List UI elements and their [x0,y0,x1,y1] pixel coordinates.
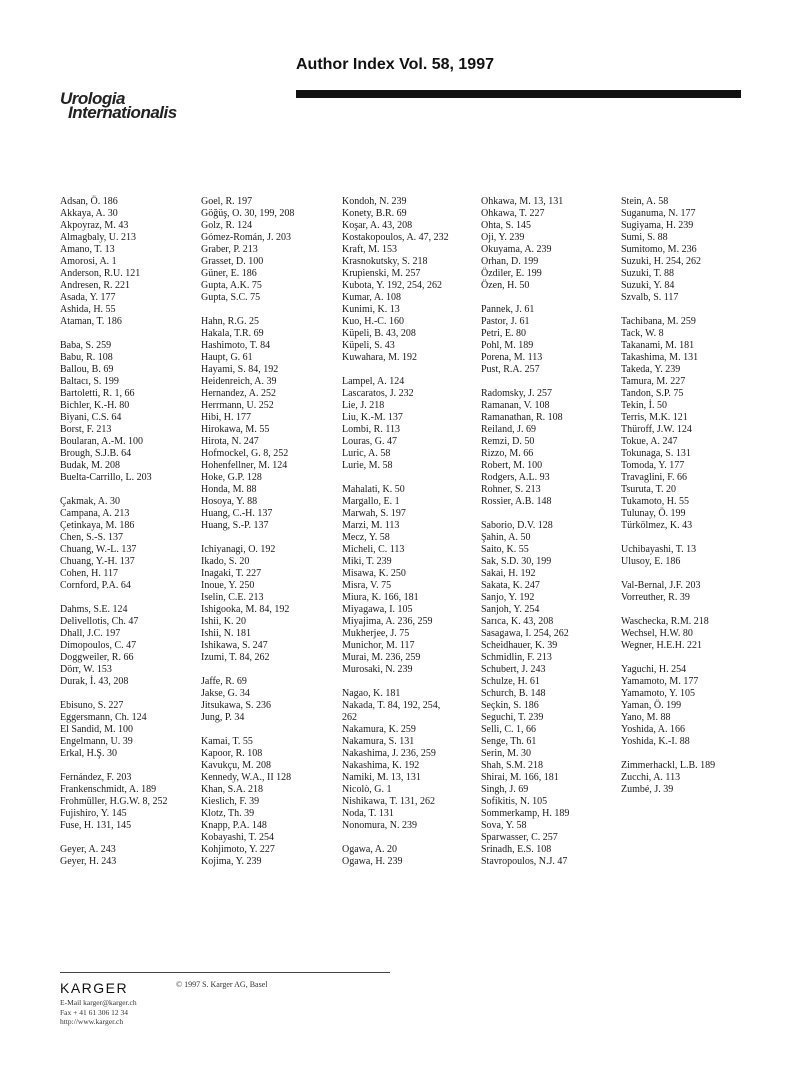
index-entry: Campana, A. 213 [60,508,130,519]
index-entry: Küpeli, S. 43 [342,340,395,351]
index-entry: Orhan, D. 199 [481,256,539,267]
index-entry: Ogawa, A. 20 [342,844,397,855]
index-entry: Sanjo, Y. 192 [481,592,535,603]
index-entry: Herrmann, U. 252 [201,400,274,411]
index-entry: Sumitomo, M. 236 [621,244,697,255]
index-entry: Erkal, H.Ş. 30 [60,748,117,759]
index-entry: Munichor, M. 117 [342,640,415,651]
index-entry: Takanami, M. 181 [621,340,695,351]
index-entry: Hohenfellner, M. 124 [201,460,288,471]
index-entry: Kraft, M. 153 [342,244,397,255]
index-entry: Sommerkamp, H. 189 [481,808,570,819]
index-entry: Doggweiler, R. 66 [60,652,134,663]
index-entry: Kuwahara, M. 192 [342,352,417,363]
index-entry: Sakai, H. 192 [481,568,536,579]
index-entry: Vorreuther, R. 39 [621,592,690,603]
index-column-1 [60,196,200,868]
index-entry: Zucchi, A. 113 [621,772,681,783]
index-entry: Özdiler, E. 199 [481,268,542,279]
index-column-3 [342,196,482,868]
index-entry: Gupta, S.C. 75 [201,292,261,303]
index-entry: Miki, T. 239 [342,556,392,567]
index-entry: Tamura, M. 227 [621,376,686,387]
index-entry: Engelmann, U. 39 [60,736,133,747]
index-entry: Krupienski, M. 257 [342,268,421,279]
publisher-contact [60,998,137,1027]
index-entry: Jakse, G. 34 [201,688,250,699]
index-entry: Tulunay, Ö. 199 [621,508,686,519]
index-entry: Grasset, D. 100 [201,256,264,267]
index-entry: Graber, P. 213 [201,244,258,255]
contact-fax: Fax + 41 61 306 12 34 [60,1007,128,1017]
index-entry: Kavukçu, M. 208 [201,760,271,771]
index-entry: Senge, Th. 61 [481,736,537,747]
index-entry: Val-Bernal, J.F. 203 [621,580,701,591]
index-entry: Boularan, A.-M. 100 [60,436,144,447]
index-entry: Singh, J. 69 [481,784,529,795]
journal-logo-line1: Urologia [60,89,125,108]
index-spacer [481,376,621,388]
index-entry: Lampel, A. 124 [342,376,405,387]
index-entry: Honda, M. 88 [201,484,257,495]
index-entry: Asada, Y. 177 [60,292,116,303]
index-entry: Ohkawa, M. 13, 131 [481,196,564,207]
index-entry: Golz, R. 124 [201,220,253,231]
index-entry: Tsuruta, T. 20 [621,484,677,495]
index-entry: El Sandid, M. 100 [60,724,134,735]
index-entry: Mukherjee, J. 75 [342,628,410,639]
index-entry: Nakashima, K. 192 [342,760,420,771]
header-rule [296,90,741,98]
index-entry: Çetinkaya, M. 186 [60,520,135,531]
index-entry: Srinadh, E.S. 108 [481,844,552,855]
index-entry: Stavropoulos, N.J. 47 [481,856,568,867]
index-entry: Hofmockel, G. 8, 252 [201,448,289,459]
index-entry: Pust, R.A. 257 [481,364,540,375]
index-spacer [60,832,200,844]
index-entry: Tukamoto, H. 55 [621,496,689,507]
index-entry: Sak, S.D. 30, 199 [481,556,552,567]
index-entry: Nakamura, S. 131 [342,736,415,747]
author-index-columns [60,196,750,896]
index-entry: Sumi, S. 88 [621,232,668,243]
index-entry: Suzuki, H. 254, 262 [621,256,701,267]
index-entry: Bichler, K.-H. 80 [60,400,130,411]
index-entry: Nakamura, K. 259 [342,724,416,735]
index-entry: Anderson, R.U. 121 [60,268,141,279]
index-entry: Marwah, S. 197 [342,508,406,519]
index-entry: Nonomura, N. 239 [342,820,417,831]
index-entry: Suzuki, Y. 84 [621,280,675,291]
index-entry: Buelta-Carrillo, L. 203 [60,472,152,483]
index-entry: Kumar, A. 108 [342,292,402,303]
index-entry: Pannek, J. 61 [481,304,535,315]
index-entry: Schulze, H. 61 [481,676,540,687]
index-entry: Lie, J. 218 [342,400,385,411]
index-spacer [342,472,482,484]
index-entry: Uchibayashi, T. 13 [621,544,697,555]
index-spacer [342,832,482,844]
index-entry: Konety, B.R. 69 [342,208,407,219]
index-entry: Kojima, Y. 239 [201,856,262,867]
index-entry: Nakashima, J. 236, 259 [342,748,436,759]
index-entry: Güner, E. 186 [201,268,257,279]
index-entry: Hahn, R.G. 25 [201,316,260,327]
index-entry: Hibi, H. 177 [201,412,251,423]
index-entry: Jitsukawa, S. 236 [201,700,271,711]
index-entry: Ikado, S. 20 [201,556,250,567]
index-spacer [481,292,621,304]
index-entry: Mecz, Y. 58 [342,532,390,543]
index-entry: Akpoyraz, M. 43 [60,220,129,231]
index-entry: Hoke, G.P. 128 [201,472,262,483]
index-entry: Misra, V. 75 [342,580,392,591]
index-entry: 262 [342,712,357,723]
index-entry: Yoshida, A. 166 [621,724,685,735]
index-column-2 [201,196,341,868]
index-entry: Gupta, A.K. 75 [201,280,262,291]
index-entry: Dahms, S.E. 124 [60,604,128,615]
copyright-notice: © 1997 S. Karger AG, Basel [176,980,268,989]
index-entry: Bartoletti, R. 1, 66 [60,388,135,399]
index-entry: Ohkawa, T. 227 [481,208,545,219]
index-entry: Ulusoy, E. 186 [621,556,681,567]
index-entry: Lascaratos, J. 232 [342,388,414,399]
index-entry: Dörr, W. 153 [60,664,112,675]
index-entry: Saborio, D.V. 128 [481,520,553,531]
index-entry: Miyajima, A. 236, 259 [342,616,433,627]
index-entry: Okuyama, A. 239 [481,244,552,255]
index-entry: Saito, K. 55 [481,544,529,555]
index-spacer [60,760,200,772]
index-spacer [60,328,200,340]
index-entry: Frohmüller, H.G.W. 8, 252 [60,796,168,807]
index-entry: Huang, S.-P. 137 [201,520,269,531]
index-entry: Murai, M. 236, 259 [342,652,421,663]
index-entry: Ishikawa, S. 247 [201,640,268,651]
index-entry: Klotz, Th. 39 [201,808,255,819]
index-spacer [621,604,761,616]
index-entry: Remzi, D. 50 [481,436,535,447]
index-entry: Frankenschmidt, A. 189 [60,784,157,795]
index-entry: Inoue, Y. 250 [201,580,255,591]
index-entry: Durak, İ. 43, 208 [60,676,129,687]
index-entry: Fuse, H. 131, 145 [60,820,132,831]
index-entry: Şahin, A. 50 [481,532,531,543]
index-entry: Takashima, M. 131 [621,352,699,363]
index-entry: Eggersmann, Ch. 124 [60,712,147,723]
index-entry: Cohen, H. 117 [60,568,118,579]
index-spacer [60,592,200,604]
index-entry: Türkölmez, K. 43 [621,520,693,531]
index-entry: Szvalb, S. 117 [621,292,679,303]
index-spacer [621,652,761,664]
index-entry: Hirokawa, M. 55 [201,424,270,435]
index-entry: Robert, M. 100 [481,460,543,471]
index-entry: Özen, H. 50 [481,280,530,291]
index-entry: Lurie, M. 58 [342,460,393,471]
index-entry: Dhall, J.C. 197 [60,628,121,639]
index-entry: Tekin, İ. 50 [621,400,667,411]
index-entry: Stein, A. 58 [621,196,669,207]
index-entry: Fernández, F. 203 [60,772,132,783]
index-entry: Nagao, K. 181 [342,688,401,699]
index-entry: Shirai, M. 166, 181 [481,772,559,783]
contact-email: E-Mail karger@karger.ch [60,998,137,1007]
index-entry: Sakata, K. 247 [481,580,540,591]
index-entry: Kostakopoulos, A. 47, 232 [342,232,449,243]
index-entry: Sparwasser, C. 257 [481,832,558,843]
index-entry: Göğüş, O. 30, 199, 208 [201,208,295,219]
index-entry: Tokunaga, S. 131 [621,448,691,459]
index-column-4 [481,196,621,868]
index-entry: Ohta, S. 145 [481,220,531,231]
index-entry: Rossier, A.B. 148 [481,496,552,507]
index-entry: Shah, S.M. 218 [481,760,543,771]
index-entry: Pastor, J. 61 [481,316,530,327]
index-entry: Sugiyama, H. 239 [621,220,694,231]
index-entry: Schubert, J. 243 [481,664,546,675]
index-entry: Tomoda, Y. 177 [621,460,685,471]
index-entry: Hirota, N. 247 [201,436,259,447]
index-entry: Goel, R. 197 [201,196,253,207]
index-entry: Haupt, G. 61 [201,352,253,363]
index-entry: Suzuki, T. 88 [621,268,674,279]
index-entry: Gómez-Román, J. 203 [201,232,291,243]
index-entry: Hayami, S. 84, 192 [201,364,279,375]
index-entry: Pohl, M. 189 [481,340,534,351]
index-spacer [60,484,200,496]
index-entry: Ramanan, V. 108 [481,400,550,411]
index-entry: Çakmak, A. 30 [60,496,120,507]
index-entry: Almagbaly, U. 213 [60,232,137,243]
index-entry: Yano, M. 88 [621,712,671,723]
index-entry: Knapp, P.A. 148 [201,820,267,831]
index-entry: Seçkin, S. 186 [481,700,539,711]
index-entry: Brough, S.J.B. 64 [60,448,132,459]
index-entry: Nakada, T. 84, 192, 254, [342,700,441,711]
index-entry: Murosaki, N. 239 [342,664,413,675]
index-spacer [201,664,341,676]
index-entry: Amano, T. 13 [60,244,115,255]
index-entry: Sasagawa, I. 254, 262 [481,628,569,639]
index-entry: Chuang, Y.-H. 137 [60,556,135,567]
index-entry: Amorosi, A. 1 [60,256,117,267]
publisher-logo: KARGER [60,980,129,996]
index-spacer [201,304,341,316]
index-entry: Sofikitis, N. 105 [481,796,548,807]
index-entry: Tokue, A. 247 [621,436,678,447]
index-spacer [621,532,761,544]
index-entry: Geyer, A. 243 [60,844,116,855]
footer-rule [60,972,390,973]
index-entry: Tandon, S.P. 75 [621,388,684,399]
index-entry: Küpeli, B. 43, 208 [342,328,416,339]
index-entry: Koşar, A. 43, 208 [342,220,413,231]
index-entry: Margallo, E. 1 [342,496,400,507]
index-entry: Cornford, P.A. 64 [60,580,131,591]
index-entry: Petri, E. 80 [481,328,526,339]
index-entry: Ataman, T. 186 [60,316,122,327]
index-entry: Noda, T. 131 [342,808,394,819]
index-entry: Budak, M. 208 [60,460,120,471]
index-entry: Delivellotis, Ch. 47 [60,616,139,627]
index-entry: Rohner, S. 213 [481,484,541,495]
index-spacer [60,688,200,700]
index-entry: Kuo, H.-C. 160 [342,316,404,327]
index-entry: Zumbé, J. 39 [621,784,674,795]
index-entry: Yoshida, K.-I. 88 [621,736,690,747]
index-entry: Ishii, N. 181 [201,628,251,639]
index-entry: Babu, R. 108 [60,352,113,363]
page-title: Author Index Vol. 58, 1997 [296,56,494,73]
index-entry: Yaman, Ö. 199 [621,700,682,711]
index-entry: Ishigooka, M. 84, 192 [201,604,290,615]
index-entry: Seguchi, T. 239 [481,712,544,723]
index-spacer [621,304,761,316]
journal-logo [60,89,177,122]
index-entry: Akkaya, A. 30 [60,208,118,219]
index-entry: Krasnokutsky, S. 218 [342,256,428,267]
index-spacer [342,676,482,688]
index-entry: Schmidlin, F. 213 [481,652,552,663]
index-entry: Mahalati, K. 50 [342,484,405,495]
index-entry: Schurch, B. 148 [481,688,546,699]
index-entry: Izumi, T. 84, 262 [201,652,270,663]
index-entry: Sarıca, K. 43, 208 [481,616,554,627]
index-entry: Yaguchi, H. 254 [621,664,687,675]
index-entry: Dimopoulos, C. 47 [60,640,137,651]
index-entry: Geyer, H. 243 [60,856,117,867]
index-entry: Ebisuno, S. 227 [60,700,124,711]
index-entry: Namiki, M. 13, 131 [342,772,421,783]
index-entry: Yamamoto, Y. 105 [621,688,695,699]
index-entry: Kubota, Y. 192, 254, 262 [342,280,442,291]
index-spacer [621,568,761,580]
journal-logo-line2: Internationalis [68,103,177,122]
index-entry: Baba, S. 259 [60,340,112,351]
index-entry: Adsan, Ö. 186 [60,196,118,207]
index-entry: Borst, F. 213 [60,424,112,435]
index-entry: Radomsky, J. 257 [481,388,553,399]
index-entry: Hosoya, Y. 88 [201,496,258,507]
index-entry: Oji, Y. 239 [481,232,525,243]
index-entry: Micheli, C. 113 [342,544,405,555]
index-entry: Kapoor, R. 108 [201,748,263,759]
index-entry: Scheidhauer, K. 39 [481,640,558,651]
index-entry: Iselin, C.E. 213 [201,592,264,603]
index-entry: Khan, S.A. 218 [201,784,263,795]
index-entry: Rodgers, A.L. 93 [481,472,550,483]
index-entry: Kunimi, K. 13 [342,304,400,315]
index-entry: Miura, K. 166, 181 [342,592,419,603]
index-spacer [621,748,761,760]
index-entry: Ichiyanagi, O. 192 [201,544,276,555]
index-spacer [342,364,482,376]
index-entry: Kobayashi, T. 254 [201,832,274,843]
index-entry: Ballou, B. 69 [60,364,114,375]
index-entry: Zimmerhackl, L.B. 189 [621,760,716,771]
index-entry: Misawa, K. 250 [342,568,406,579]
index-entry: Suganuma, N. 177 [621,208,696,219]
index-entry: Sanjoh, Y. 254 [481,604,540,615]
index-entry: Selli, C. 1, 66 [481,724,537,735]
index-entry: Andresen, R. 221 [60,280,130,291]
contact-web: http://www.karger.ch [60,1017,124,1026]
index-entry: Wechsel, H.W. 80 [621,628,693,639]
index-entry: Nicolò, G. 1 [342,784,392,795]
index-entry: Hernandez, A. 252 [201,388,276,399]
index-entry: Huang, C.-H. 137 [201,508,273,519]
index-entry: Miyagawa, I. 105 [342,604,413,615]
index-entry: Reiland, J. 69 [481,424,536,435]
index-entry: Ramanathan, R. 108 [481,412,563,423]
index-entry: Kieslich, F. 39 [201,796,260,807]
index-entry: Ashida, H. 55 [60,304,116,315]
index-entry: Thüroff, J.W. 124 [621,424,692,435]
index-entry: Biyani, C.S. 64 [60,412,122,423]
index-spacer [481,508,621,520]
index-entry: Travaglini, F. 66 [621,472,688,483]
index-entry: Lombi, R. 113 [342,424,400,435]
index-entry: Wegner, H.E.H. 221 [621,640,702,651]
index-entry: Hashimoto, T. 84 [201,340,271,351]
index-entry: Rizzo, M. 66 [481,448,534,459]
index-entry: Heidenreich, A. 39 [201,376,277,387]
index-entry: Terris, M.K. 121 [621,412,688,423]
index-entry: Takeda, Y. 239 [621,364,681,375]
index-entry: Yamamoto, M. 177 [621,676,699,687]
index-spacer [201,532,341,544]
index-entry: Porena, M. 113 [481,352,543,363]
index-entry: Kamai, T. 55 [201,736,253,747]
index-entry: Jung, P. 34 [201,712,245,723]
index-entry: Liu, K.-M. 137 [342,412,403,423]
index-entry: Kennedy, W.A., II 128 [201,772,292,783]
index-entry: Chuang, W.-L. 137 [60,544,137,555]
index-entry: Ogawa, H. 239 [342,856,403,867]
index-column-5 [621,196,761,796]
index-entry: Jaffe, R. 69 [201,676,247,687]
index-entry: Chen, S.-S. 137 [60,532,124,543]
index-entry: Tack, W. 8 [621,328,664,339]
index-entry: Louras, G. 47 [342,436,397,447]
index-entry: Baltacı, S. 199 [60,376,119,387]
index-entry: Nishikawa, T. 131, 262 [342,796,435,807]
index-entry: Sova, Y. 58 [481,820,527,831]
index-entry: Kondoh, N. 239 [342,196,407,207]
index-entry: Luric, A. 58 [342,448,391,459]
index-spacer [201,724,341,736]
index-entry: Tachibana, M. 259 [621,316,696,327]
index-entry: Inagaki, T. 227 [201,568,262,579]
index-entry: Marzi, M. 113 [342,520,400,531]
index-entry: Ishii, K. 20 [201,616,246,627]
index-entry: Fujishiro, Y. 145 [60,808,127,819]
index-entry: Waschecka, R.M. 218 [621,616,709,627]
index-entry: Kohjimoto, Y. 227 [201,844,275,855]
index-entry: Serin, M. 30 [481,748,531,759]
index-entry: Hakala, T.R. 69 [201,328,264,339]
